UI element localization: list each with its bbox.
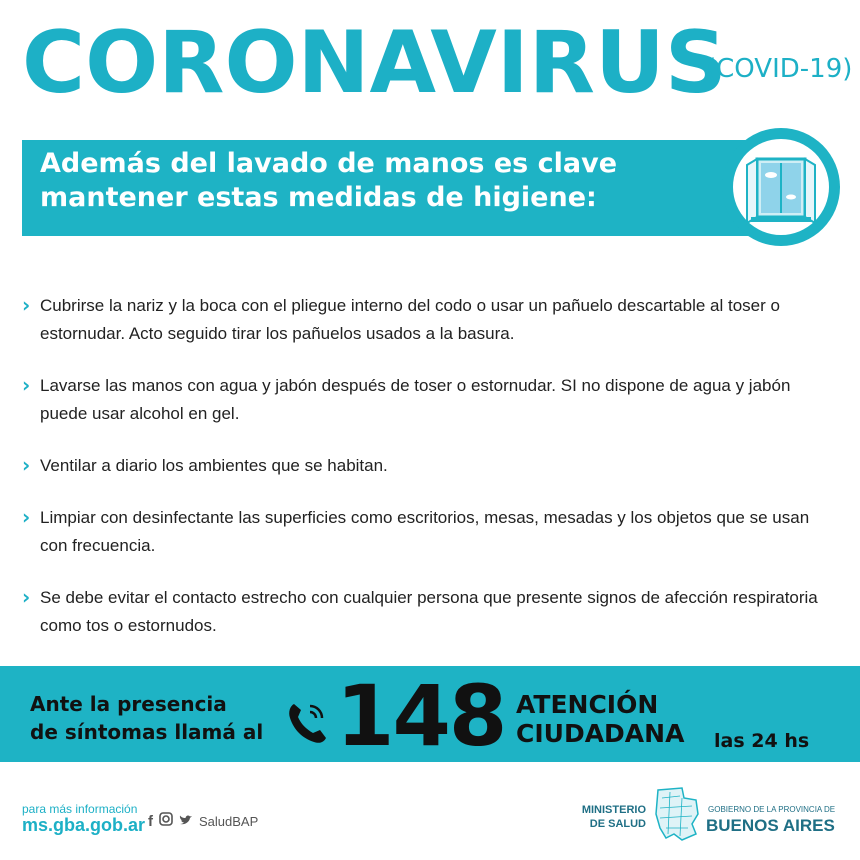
measure-text: Se debe evitar el contacto estrecho con cualquier persona que presente signos de afección respiratoria como tos o estornudos. bbox=[40, 588, 818, 635]
info-link[interactable]: ms.gba.gob.ar bbox=[22, 815, 146, 835]
hotline-service-line-2: CIUDADANA bbox=[516, 719, 685, 748]
measure-text: Cubrirse la nariz y la boca con el pliegue interno del codo o usar un pañuelo descartable al toser o estornudar. Acto seguido tirar los pañuelos usados a la basura. bbox=[40, 296, 780, 343]
hotline-service bbox=[516, 690, 684, 748]
list-item bbox=[22, 584, 832, 640]
chevron-right-icon: › bbox=[22, 373, 31, 397]
chevron-right-icon: › bbox=[22, 505, 31, 529]
hotline-number: 148 bbox=[336, 667, 506, 765]
hotline-prompt-line-1: Ante la presencia bbox=[30, 692, 227, 716]
ministry-label bbox=[566, 803, 646, 831]
social-links bbox=[148, 812, 258, 830]
page-subtitle: (COVID-19) bbox=[706, 54, 853, 84]
hotline-hours: las 24 hs bbox=[714, 730, 810, 752]
banner-text bbox=[40, 147, 680, 215]
chevron-right-icon: › bbox=[22, 293, 31, 317]
window-icon bbox=[733, 139, 829, 235]
banner-line-1: Además del lavado de manos es clave bbox=[40, 148, 618, 179]
measures-list bbox=[22, 292, 832, 664]
government-name: BUENOS AIRES bbox=[706, 816, 835, 835]
twitter-icon[interactable] bbox=[179, 813, 193, 830]
info-label: para más información bbox=[22, 802, 138, 816]
list-item bbox=[22, 452, 832, 480]
measure-text: Lavarse las manos con agua y jabón después de toser o estornudar. SI no dispone de agua y jabón puede usar alcohol en gel. bbox=[40, 376, 791, 423]
banner-line-2: mantener estas medidas de higiene: bbox=[40, 182, 597, 213]
instagram-icon[interactable] bbox=[159, 812, 173, 830]
ministry-line-2: DE SALUD bbox=[589, 818, 646, 830]
list-item bbox=[22, 504, 832, 560]
province-map-icon bbox=[652, 784, 702, 844]
hotline-service-line-1: ATENCIÓN bbox=[516, 690, 659, 719]
government-line: GOBIERNO DE LA PROVINCIA DE bbox=[708, 805, 836, 814]
measure-text: Ventilar a diario los ambientes que se habitan. bbox=[40, 456, 388, 475]
hotline-prompt-line-2: de síntomas llamá al bbox=[30, 720, 264, 744]
chevron-right-icon: › bbox=[22, 453, 31, 477]
social-handle[interactable]: SaludBAP bbox=[199, 813, 259, 829]
chevron-right-icon: › bbox=[22, 585, 31, 609]
list-item bbox=[22, 372, 832, 428]
ministry-line-1: MINISTERIO bbox=[581, 804, 646, 816]
measure-text: Limpiar con desinfectante las superficies como escritorios, mesas, mesadas y los objetos que se usan con frecuencia. bbox=[40, 508, 810, 555]
list-item bbox=[22, 292, 832, 348]
hotline-prompt bbox=[30, 690, 263, 746]
facebook-icon[interactable]: f bbox=[148, 812, 153, 830]
page-title: CORONAVIRUS bbox=[22, 13, 727, 113]
phone-icon bbox=[286, 696, 332, 746]
